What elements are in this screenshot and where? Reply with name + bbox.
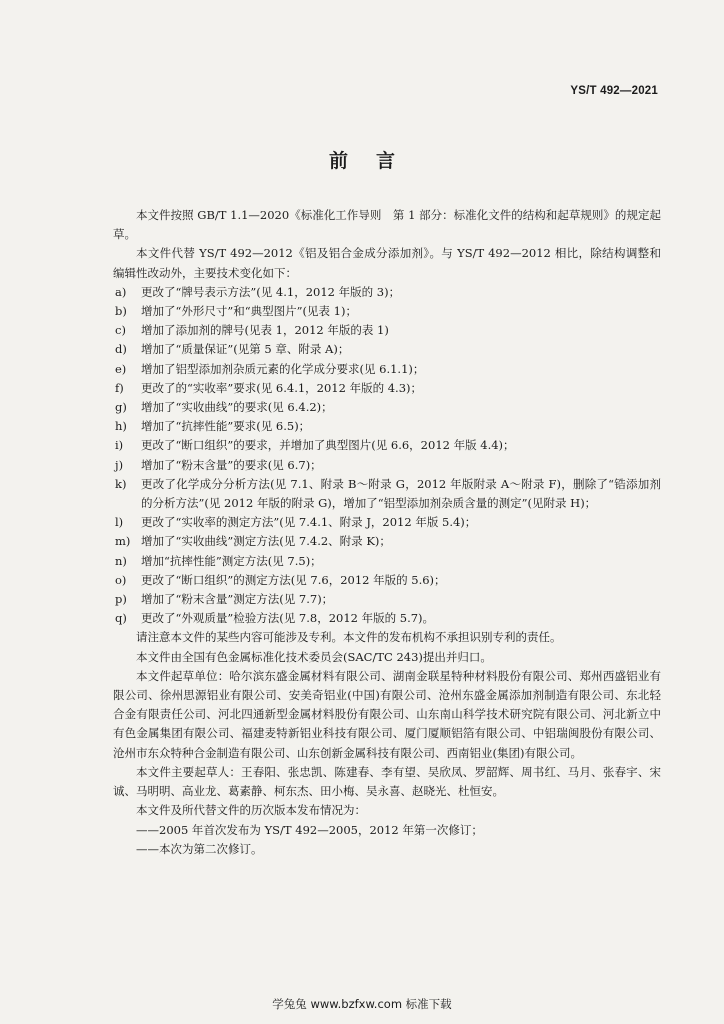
list-item-label: o) [115,572,127,587]
intro-paragraph-replacement: 本文件代替 YS/T 492—2012《铝及铝合金成分添加剂》。与 YS/T 492—2012 相比，除结构调整和编辑性改动外，主要技术变化如下： [113,246,661,280]
list-item-label: j) [115,457,124,472]
version-history-heading: 本文件及所代替文件的历次版本发布情况为： [136,803,366,818]
list-item-label: b) [115,304,127,319]
page-title: 前言 [328,150,423,172]
list-item-label: l) [115,515,124,530]
patent-notice: 请注意本文件的某些内容可能涉及专利。本文件的发布机构不承担识别专利的责任。 [136,630,562,645]
list-item-label: k) [115,476,127,491]
list-item-text: 增加了“实收曲线”测定方法(见 7.4.2、附录 K)； [141,534,391,549]
list-item-text: 更改了“实收率的测定方法”(见 7.4.1、附录 J，2012 年版 5.4)； [141,515,477,530]
list-item-label: m) [115,534,131,549]
list-item [113,417,661,436]
list-item-label: q) [115,611,127,626]
list-item [113,283,661,302]
list-item [113,379,661,398]
list-item [113,302,661,321]
main-drafters: 本文件主要起草人：王春阳、张忠凯、陈建春、李有望、吴欣凤、罗韶辉、周书红、马月、张春宇、宋诚、马明明、高业龙、葛素静、柯东杰、田小梅、吴永喜、赵晓光、杜恒安。 [113,764,661,799]
list-item-text: 增加了“外形尺寸”和“典型图片”(见表 1)； [141,304,357,319]
list-item-text: 更改了化学成分分析方法(见 7.1、附录 B～附录 G，2012 年版附录 A～附录 F)，删除了“锆添加剂的分析方法”(见 2012 年版的附录 G)，增加了“铝型添加剂杂质含量的测定”(见附录 H)； [141,476,661,511]
list-item-text: 增加了“抗摔性能”要求(见 6.5)； [141,419,311,434]
list-item [113,398,661,417]
list-item [113,321,661,340]
standard-code: YS/T 492—2021 [570,85,658,97]
list-item-text: 增加了“质量保证”(见第 5 章、附录 A)； [141,342,350,357]
version-history-item: ——本次为第二次修订。 [136,841,263,856]
list-item [113,436,661,455]
list-item [113,475,661,513]
list-item [113,552,661,571]
list-item-text: 更改了“外观质量”检验方法(见 7.8，2012 年版的 5.7)。 [141,611,435,626]
list-item-label: a) [115,284,127,299]
list-item-label: n) [115,553,127,568]
list-item-text: 更改了的“实收率”要求(见 6.4.1，2012 年版的 4.3)； [141,380,423,395]
list-item-label: i) [115,438,124,453]
list-item-label: p) [115,592,127,607]
changes-list [113,283,661,629]
list-item-text: 更改了“断口组织”的要求，并增加了典型图片(见 6.6，2012 年版 4.4)； [141,438,515,453]
list-item-label: g) [115,400,127,415]
list-item-text: 增加“抗摔性能”测定方法(见 7.5)； [141,553,322,568]
foreword-body [113,206,661,859]
list-item [113,571,661,590]
list-item [113,532,661,551]
intro-paragraph-drafting-rules: 本文件按照 GB/T 1.1—2020《标准化工作导则 第 1 部分：标准化文件的结构和起草规则》的规定起草。 [113,208,661,242]
watermark-footer: 学兔兔 www.bzfxw.com 标准下载 [272,997,452,1011]
list-item [113,609,661,628]
list-item-text: 增加了“粉末含量”测定方法(见 7.7)； [141,592,334,607]
list-item-text: 增加了添加剂的牌号(见表 1，2012 年版的表 1) [141,323,389,338]
list-item-text: 更改了“断口组织”的测定方法(见 7.6，2012 年版的 5.6)； [141,572,446,587]
list-item-label: f) [115,380,124,395]
list-item-label: d) [115,342,127,357]
drafting-organizations: 本文件起草单位：哈尔滨东盛金属材料有限公司、湖南金联星特种材料股份有限公司、郑州西盛铝业有限公司、徐州思源铝业有限公司、安美奇铝业(中国)有限公司、沧州东盛金属添加剂制造有限公司、东北轻合金有限责任公司、河北四通新型金属材料股份有限公司、山东南山科学技术研究院有限公司、河北新立中有色金属集团有限公司、福建麦特新铝业科技有限公司、厦门厦顺铝箔有限公司、中铝瑞闽股份有限公司、沧州市东众特种合金制造有限公司、山东创新金属科技有限公司、西南铝业(集团)有限公司。 [113,668,661,760]
list-item [113,456,661,475]
list-item [113,340,661,359]
proposing-committee: 本文件由全国有色金属标准化技术委员会(SAC/TC 243)提出并归口。 [136,649,492,664]
list-item [113,590,661,609]
list-item-label: c) [115,323,126,338]
version-history-item: ——2005 年首次发布为 YS/T 492—2005，2012 年第一次修订； [136,822,483,837]
list-item-label: e) [115,361,127,376]
list-item-text: 更改了“牌号表示方法”(见 4.1，2012 年版的 3)； [141,284,401,299]
list-item-text: 增加了“实收曲线”的要求(见 6.4.2)； [141,400,333,415]
list-item-text: 增加了“粉末含量”的要求(见 6.7)； [141,457,322,472]
list-item [113,513,661,532]
list-item-label: h) [115,419,127,434]
list-item [113,360,661,379]
list-item-text: 增加了铝型添加剂杂质元素的化学成分要求(见 6.1.1)； [141,361,425,376]
